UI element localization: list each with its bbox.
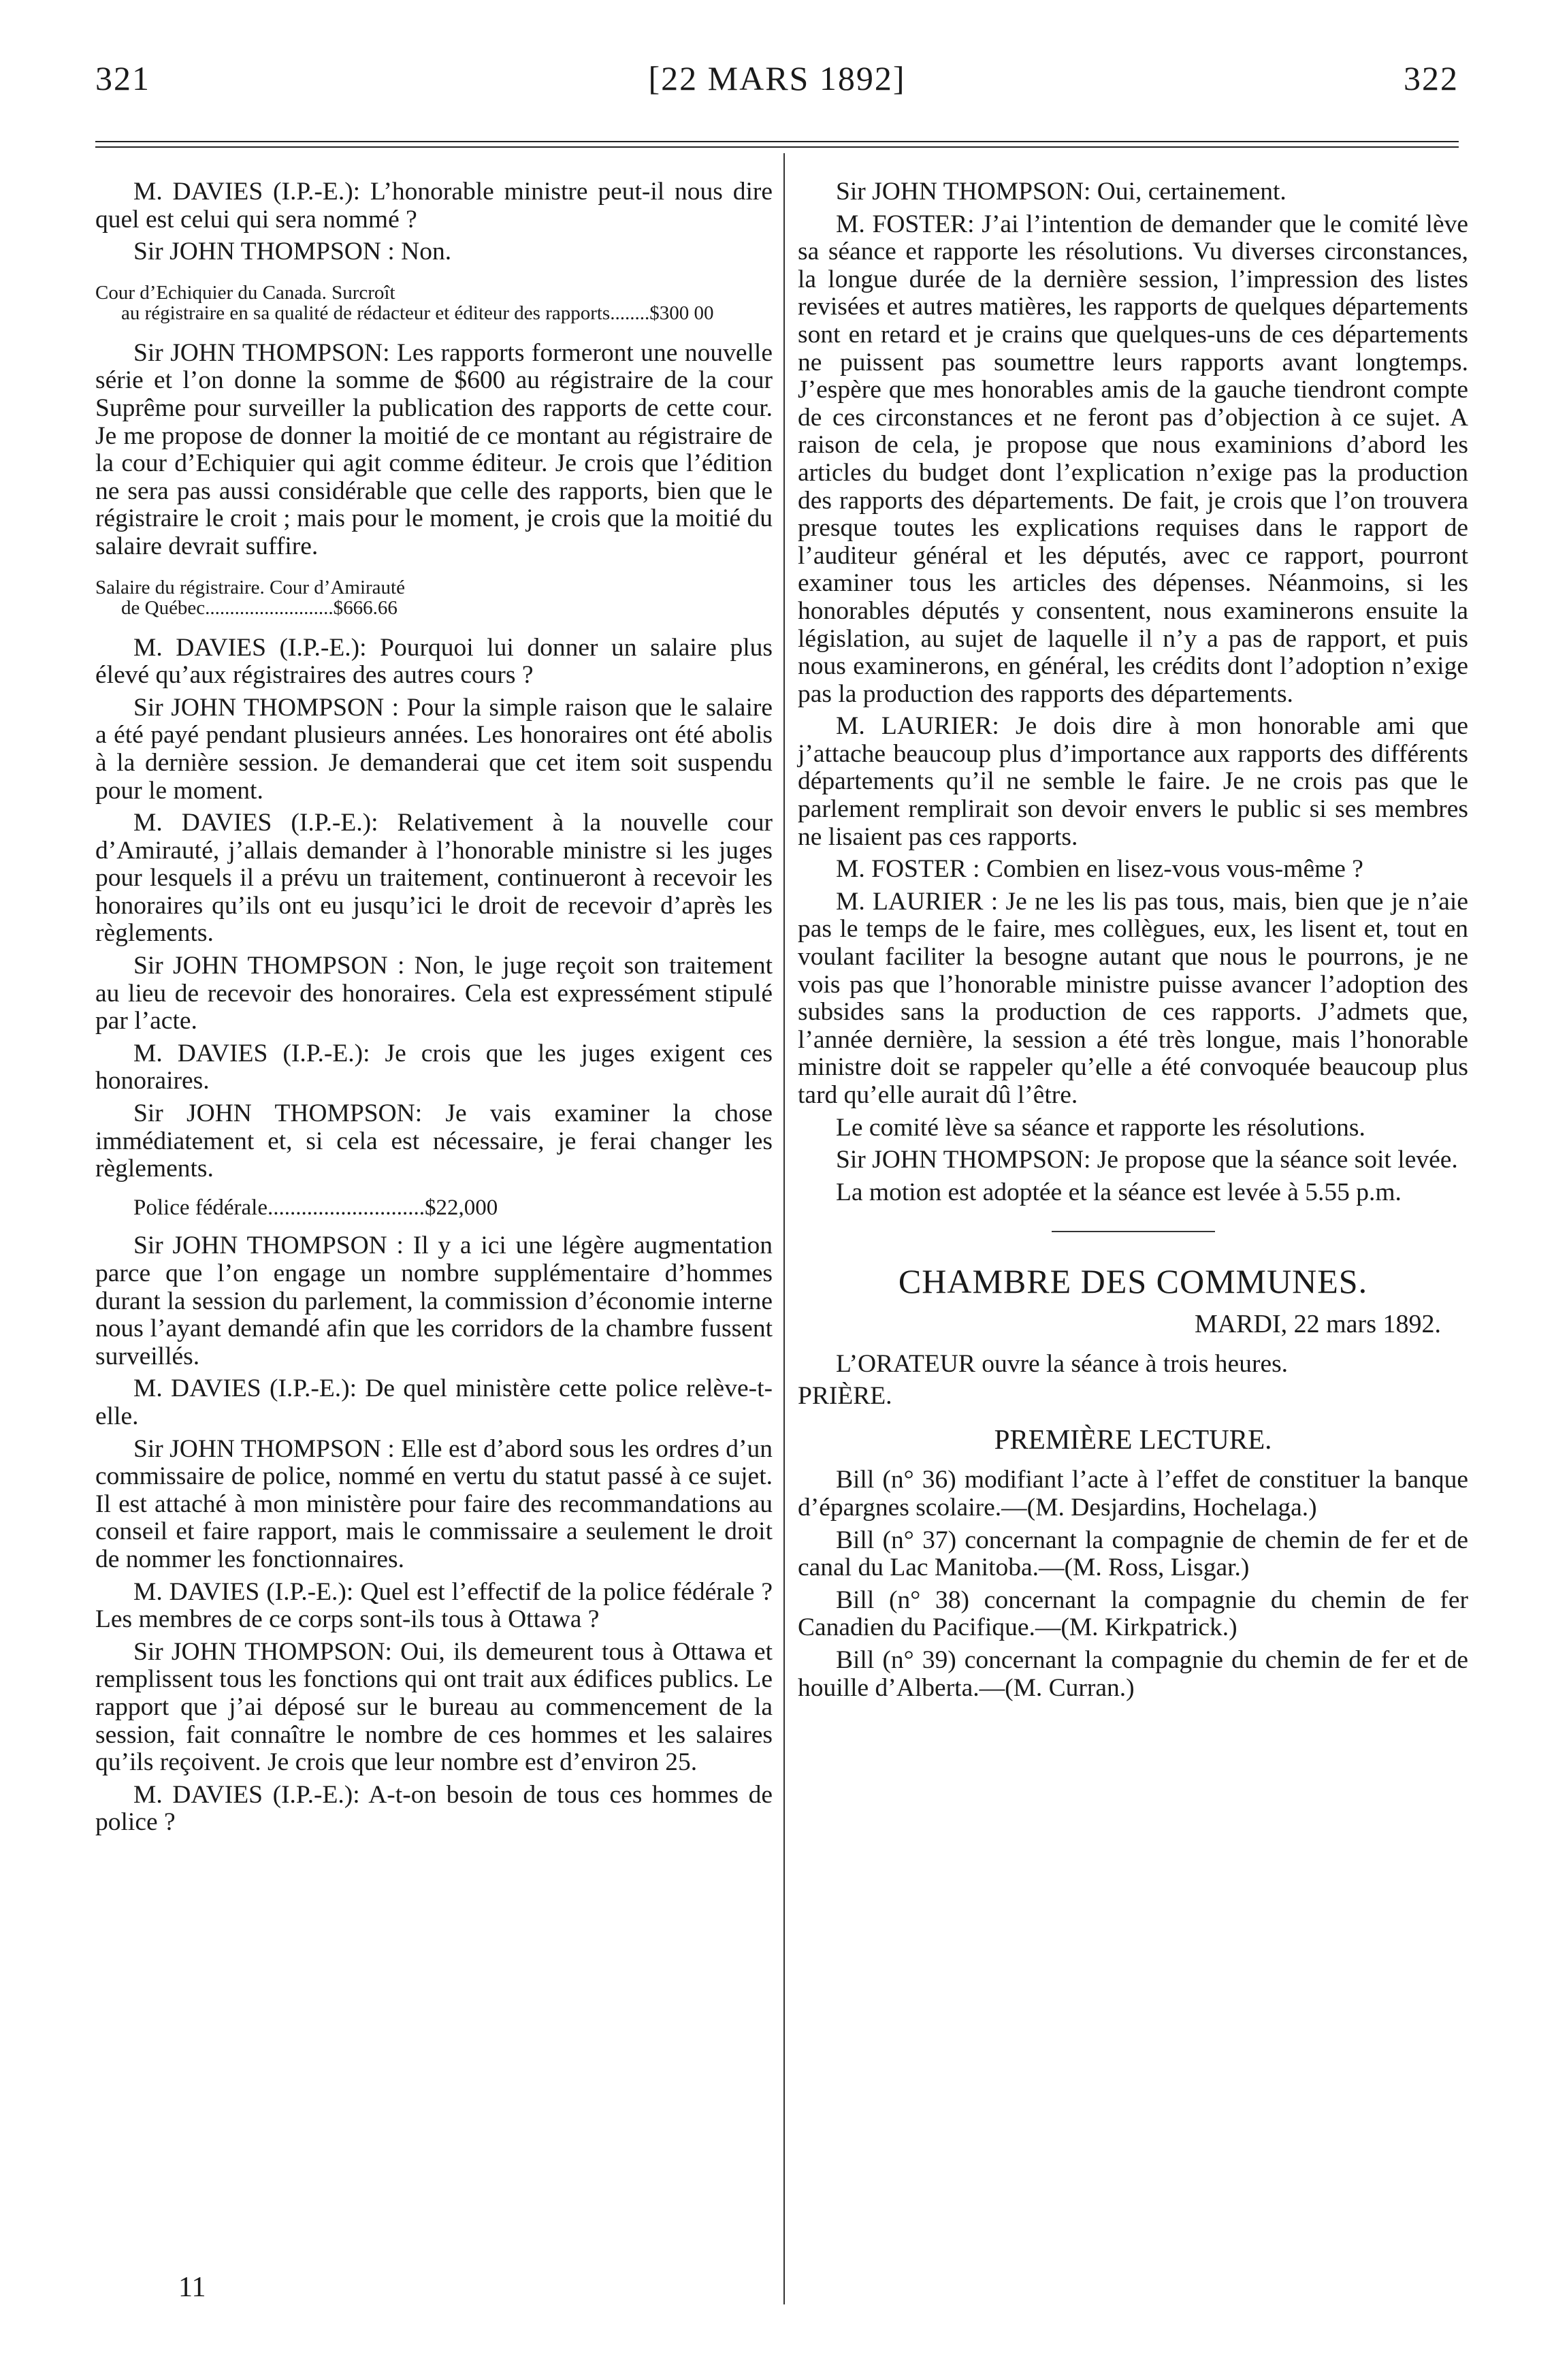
paragraph: Sir JOHN THOMPSON: Oui, ils demeurent tous à Ottawa et remplissent tous les fonctions qui ont trait aux édifices publics. Le rapport que j’ai déposé sur le bureau au commencement de la session, fait connaître le nombre de ces hommes et les salaires qu’ils reçoivent. Je crois que leur nombre est d’environ 25. bbox=[95, 1637, 773, 1777]
bill-item: Bill (n° 36) modifiant l’acte à l’effet de constituer la banque d’épargnes scolaire.—(M. Desjardins, Hochelaga.) bbox=[798, 1466, 1468, 1522]
priere-label: PRIÈRE. bbox=[798, 1382, 892, 1411]
paragraph: M. DAVIES (I.P.-E.): Je crois que les juges exigent ces honoraires. bbox=[95, 1039, 773, 1095]
budget-item-label: Salaire du régistraire. Cour d’Amirauté bbox=[95, 576, 405, 598]
column-divider bbox=[783, 153, 785, 2304]
budget-item-police: Police fédérale............................$22,000 bbox=[133, 1195, 498, 1220]
paragraph: M. FOSTER: J’ai l’intention de demander que le comité lève sa séance et rapporte les résolutions. Vu diverses circonstances, la longue durée de la dernière session, l’impression des listes revisées et autres matières, les rapports de quelques départements sont en retard et je crains que quelques-uns de ces départements ne puissent pas soumettre leurs rapports avant longtemps. J’espère que mes honorables amis de la gauche tiendront compte de ces circonstances et ne feront pas d’objection à ce sujet. A raison de cela, je propose que nous examinions d’abord les articles du budget dont l’explication n’exige pas la production des rapports des départements. De fait, je crois que l’on trouvera presque toutes les explications requises dans le rapport de l’auditeur général et les députés, avec ce rapport, pourront examiner tous les articles des dépenses. Néanmoins, si les honorables députés y consentent, nous examinerons ensuite la législation, au sujet de laquelle il n’y a pas de rapport, et puis nous examinerons, en général, les crédits dont l’adoption n’exige pas la production des rapports des départements. bbox=[798, 210, 1468, 708]
subsection-title: PREMIÈRE LECTURE. bbox=[994, 1423, 1272, 1455]
page-number-left: 321 bbox=[95, 59, 150, 97]
budget-item-detail: au régistraire en sa qualité de rédacteur et éditeur des rapports........$300 00 bbox=[121, 302, 714, 324]
budget-item-echiquier bbox=[95, 283, 773, 323]
paragraph: Sir JOHN THOMPSON : Non, le juge reçoit son traitement au lieu de recevoir des honoraires. Cela est expressément stipulé par l’acte. bbox=[95, 952, 773, 1035]
paragraph: Sir JOHN THOMPSON : Il y a ici une légère augmentation parce que l’on engage un nombre supplémentaire d’hommes durant la session du parlement, la commission d’économie interne nous l’ayant demandé afin que les corridors de la chambre fussent surveillés. bbox=[95, 1232, 773, 1370]
paragraph: M. DAVIES (I.P.-E.): Quel est l’effectif de la police fédérale ? Les membres de ce corps sont-ils tous à Ottawa ? bbox=[95, 1577, 773, 1634]
header-date: [22 MARS 1892] bbox=[648, 59, 906, 97]
paragraph: L’ORATEUR ouvre la séance à trois heures. bbox=[836, 1349, 1289, 1378]
paragraph: La motion est adoptée et la séance est levée à 5.55 p.m. bbox=[836, 1178, 1402, 1206]
paragraph: Sir JOHN THOMPSON : Non. bbox=[133, 238, 452, 266]
bill-item: Bill (n° 37) concernant la compagnie de chemin de fer et de canal du Lac Manitoba.—(M. Ross, Lisgar.) bbox=[798, 1526, 1468, 1582]
left-column bbox=[95, 178, 773, 1842]
paragraph: M. DAVIES (I.P.-E.): A-t-on besoin de tous ces hommes de police ? bbox=[95, 1780, 773, 1837]
budget-item-detail: de Québec..........................$666.66 bbox=[121, 596, 398, 619]
paragraph: Sir JOHN THOMPSON: Les rapports formeront une nouvelle série et l’on donne la somme de $600 au régistraire de la cour Suprême pour surveiller la publication des rapports de cette cour. Je me propose de donner la moitié de ce montant au régistraire de la cour d’Echiquier qui agit comme éditeur. Je crois que l’édition ne sera pas aussi considérable que celle des rapports, bien que le régistraire le croit ; mais pour le moment, je crois que la moitié du salaire devrait suffire. bbox=[95, 338, 773, 560]
paragraph: M. FOSTER : Combien en lisez-vous vous-même ? bbox=[836, 855, 1363, 884]
section-title: CHAMBRE DES COMMUNES. bbox=[898, 1262, 1368, 1301]
paragraph: Sir JOHN THOMPSON: Je propose que la séance soit levée. bbox=[836, 1146, 1458, 1174]
paragraph: Sir JOHN THOMPSON : Elle est d’abord sous les ordres d’un commissaire de police, nommé en vertu du statut passé à ce sujet. Il est attaché à mon ministère pour faire des recommandations au conseil et faire rapport, mais le commissaire a seulement le droit de nommer les fonctionnaires. bbox=[95, 1434, 773, 1573]
paragraph: Sir JOHN THOMPSON: Je vais examiner la chose immédiatement et, si cela est nécessaire, je ferai changer les règlements. bbox=[95, 1099, 773, 1183]
section-separator bbox=[1052, 1231, 1215, 1232]
bill-item: Bill (n° 39) concernant la compagnie du chemin de fer et de houille d’Alberta.—(M. Curran.) bbox=[798, 1645, 1468, 1702]
header-rule-bottom bbox=[95, 146, 1459, 148]
page-number-right: 322 bbox=[1404, 59, 1459, 97]
paragraph: Le comité lève sa séance et rapporte les résolutions. bbox=[836, 1113, 1365, 1142]
header-rule-top bbox=[95, 141, 1459, 142]
page-header bbox=[0, 59, 1554, 106]
right-column bbox=[798, 178, 1468, 1707]
paragraph: Sir JOHN THOMPSON : Pour la simple raison que le salaire a été payé pendant plusieurs années. Les honoraires ont été abolis à la dernière session. Je demanderai que cet item soit suspendu pour le moment. bbox=[95, 693, 773, 805]
bill-item: Bill (n° 38) concernant la compagnie du chemin de fer Canadien du Pacifique.—(M. Kirkpatrick.) bbox=[798, 1586, 1468, 1642]
budget-item-label: Cour d’Echiquier du Canada. Surcroît bbox=[95, 281, 395, 304]
paragraph: M. DAVIES (I.P.-E.): De quel ministère cette police relève-t-elle. bbox=[95, 1374, 773, 1430]
paragraph: M. LAURIER : Je ne les lis pas tous, mais, bien que je n’aie pas le temps de le faire, mes collègues, eux, les lisent et, tout en voulant faciliter la besogne autant que nous le pourrons, je ne vois pas que l’honorable ministre puisse avancer l’adoption des subsides sans la production de ces rapports. J’admets que, l’année dernière, la session a été très longue, mais l’honorable ministre doit se rappeler qu’elle a été convoquée beaucoup plus tard qu’elle aurait dû l’être. bbox=[798, 887, 1468, 1109]
signature-number: 11 bbox=[178, 2272, 206, 2303]
paragraph: Sir JOHN THOMPSON: Oui, certainement. bbox=[836, 178, 1286, 206]
paragraph: M. DAVIES (I.P.-E.): Pourquoi lui donner un salaire plus élevé qu’aux régistraires des autres cours ? bbox=[95, 633, 773, 690]
budget-item-amiraute bbox=[95, 577, 773, 618]
paragraph: M. DAVIES (I.P.-E.): Relativement à la nouvelle cour d’Amirauté, j’allais demander à l’honorable ministre si les juges pour lesquels il a prévu un traitement, continueront à recevoir les honoraires qu’ils ont eu jusqu’ici le droit de recevoir d’après les règlements. bbox=[95, 809, 773, 948]
sitting-date: MARDI, 22 mars 1892. bbox=[1194, 1309, 1441, 1338]
paragraph: M. DAVIES (I.P.-E.): L’honorable ministre peut-il nous dire quel est celui qui sera nommé ? bbox=[95, 178, 773, 234]
paragraph: M. LAURIER: Je dois dire à mon honorable ami que j’attache beaucoup plus d’importance aux rapports des différents départements qu’il ne semble le faire. Je ne crois pas que le parlement remplirait son devoir envers le public si ses membres ne lisaient pas ces rapports. bbox=[798, 712, 1468, 851]
